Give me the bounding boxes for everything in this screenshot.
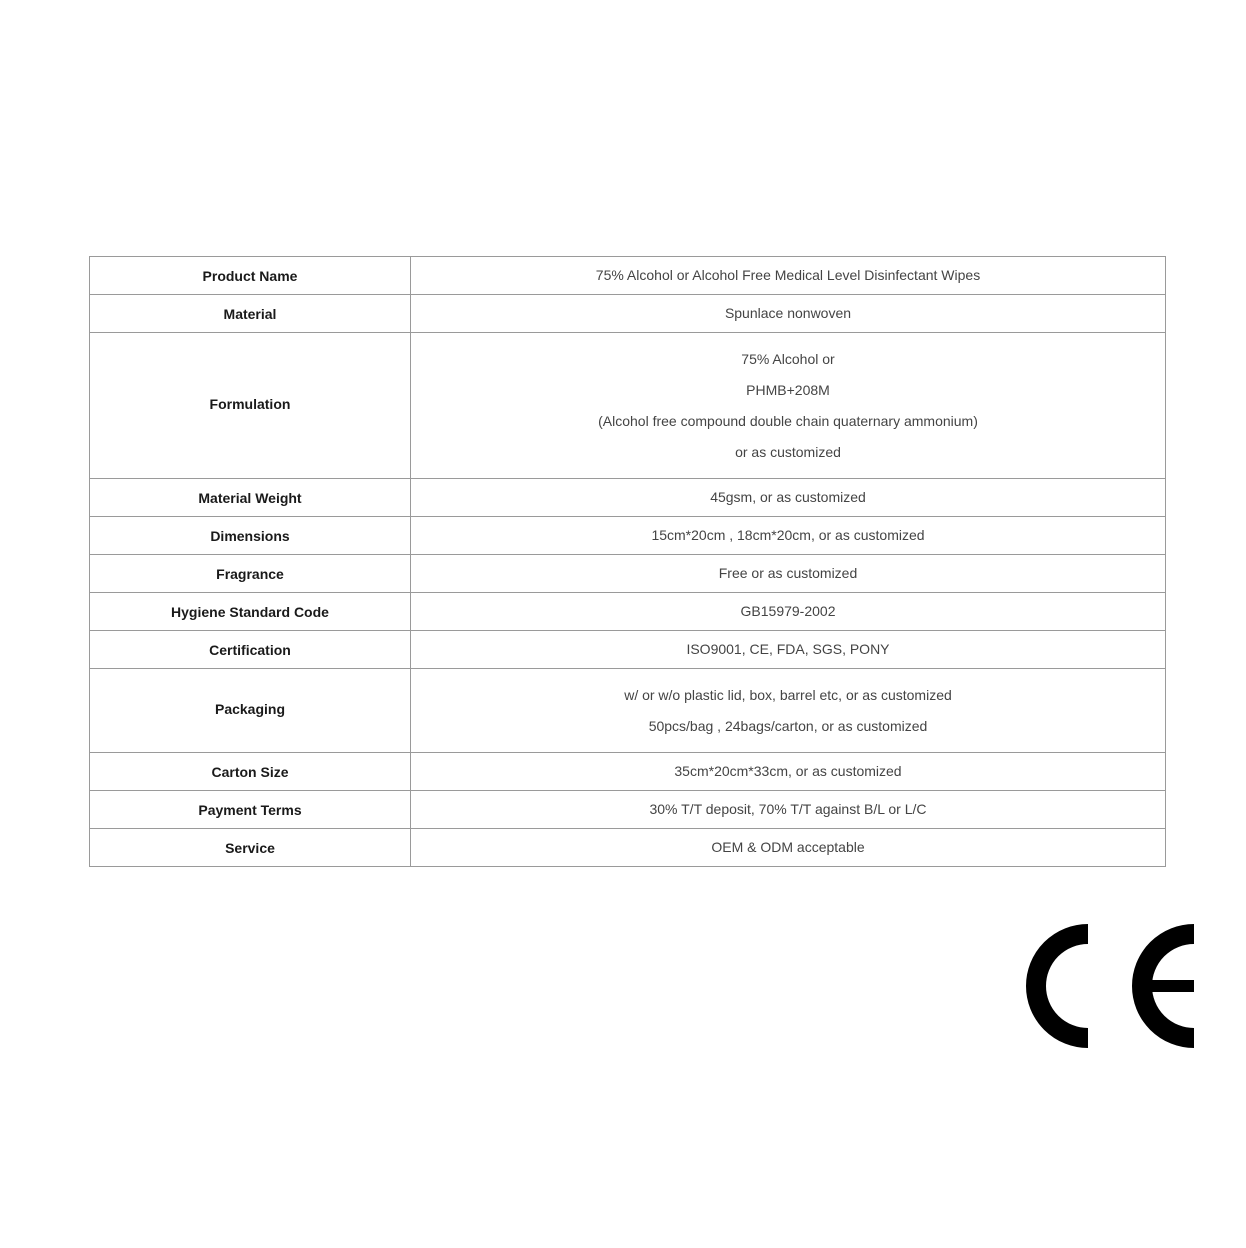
row-label: Fragrance <box>90 555 411 593</box>
row-label: Material Weight <box>90 479 411 517</box>
row-label: Service <box>90 829 411 867</box>
row-value <box>411 295 1166 333</box>
value-line: 30% T/T deposit, 70% T/T against B/L or L/C <box>649 801 927 817</box>
value-line: (Alcohol free compound double chain quaternary ammonium) <box>598 412 978 429</box>
row-value <box>411 791 1166 829</box>
row-value <box>411 631 1166 669</box>
table-row <box>90 669 1166 753</box>
row-label: Certification <box>90 631 411 669</box>
row-label: Hygiene Standard Code <box>90 593 411 631</box>
value-line: PHMB+208M <box>746 381 830 398</box>
value-line: or as customized <box>735 443 841 460</box>
row-value <box>411 829 1166 867</box>
row-value <box>411 517 1166 555</box>
row-label: Payment Terms <box>90 791 411 829</box>
value-line: 75% Alcohol or Alcohol Free Medical Level Disinfectant Wipes <box>595 267 981 283</box>
table-row <box>90 631 1166 669</box>
table-row <box>90 593 1166 631</box>
ce-c-letter <box>1036 934 1088 1038</box>
row-label: Formulation <box>90 333 411 479</box>
row-label: Material <box>90 295 411 333</box>
value-line: Free or as customized <box>718 565 858 581</box>
row-label: Carton Size <box>90 753 411 791</box>
row-label: Dimensions <box>90 517 411 555</box>
row-label: Product Name <box>90 257 411 295</box>
value-line: 35cm*20cm*33cm, or as customized <box>674 763 902 779</box>
ce-marking-icon <box>1020 924 1196 1048</box>
table-row <box>90 517 1166 555</box>
value-line: 75% Alcohol or <box>741 350 835 367</box>
value-line: ISO9001, CE, FDA, SGS, PONY <box>686 641 890 657</box>
table-row <box>90 295 1166 333</box>
spec-table <box>89 256 1166 867</box>
row-value <box>411 593 1166 631</box>
table-row <box>90 479 1166 517</box>
row-value <box>411 333 1166 479</box>
table-row <box>90 257 1166 295</box>
spec-table-body <box>90 257 1166 867</box>
row-value <box>411 479 1166 517</box>
value-line: 50pcs/bag , 24bags/carton, or as customized <box>648 717 928 734</box>
value-line: 45gsm, or as customized <box>710 489 866 505</box>
table-row <box>90 753 1166 791</box>
row-value <box>411 555 1166 593</box>
value-line: Spunlace nonwoven <box>724 305 852 321</box>
value-line: GB15979-2002 <box>740 603 836 619</box>
table-row <box>90 333 1166 479</box>
table-row <box>90 791 1166 829</box>
table-row <box>90 829 1166 867</box>
row-value <box>411 669 1166 753</box>
row-value <box>411 753 1166 791</box>
value-line: w/ or w/o plastic lid, box, barrel etc, or as customized <box>624 686 952 703</box>
ce-e-bar <box>1138 980 1194 992</box>
row-value <box>411 257 1166 295</box>
table-row <box>90 555 1166 593</box>
row-label: Packaging <box>90 669 411 753</box>
value-line: OEM & ODM acceptable <box>711 839 865 855</box>
value-line: 15cm*20cm , 18cm*20cm, or as customized <box>651 527 925 543</box>
